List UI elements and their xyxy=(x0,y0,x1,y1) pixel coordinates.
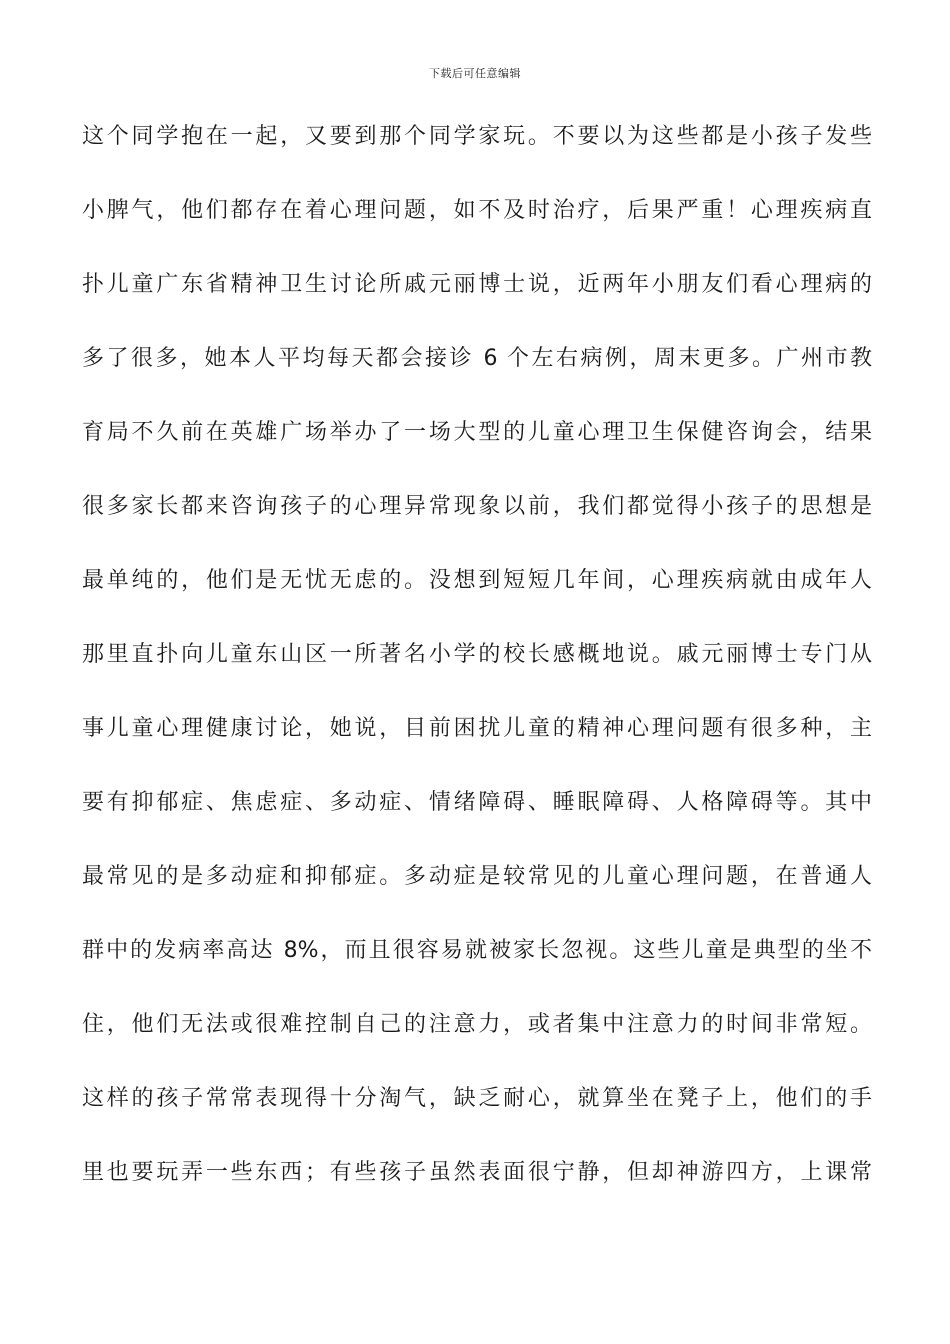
text-line: 事儿童心理健康讨论，她说，目前困扰儿童的精神心理问题有很多种，主 xyxy=(82,716,872,741)
text-line: 扑儿童广东省精神卫生讨论所戚元丽博士说，近两年小朋友们看心理病的 xyxy=(82,272,872,297)
text-line: 里也要玩弄一些东西；有些孩子虽然表面很宁静，但却神游四方，上课常 xyxy=(82,1160,872,1185)
page-header: 下载后可任意编辑 xyxy=(429,67,521,80)
text-line: 群中的发病率高达 8%，而且很容易就被家长忽视。这些儿童是典型的坐不 xyxy=(82,938,872,963)
text-line: 要有抑郁症、焦虑症、多动症、情绪障碍、睡眠障碍、人格障碍等。其中 xyxy=(82,790,872,815)
text-line: 这样的孩子常常表现得十分淘气，缺乏耐心，就算坐在凳子上，他们的手 xyxy=(82,1086,872,1111)
text-line: 小脾气，他们都存在着心理问题，如不及时治疗，后果严重！心理疾病直 xyxy=(82,198,872,223)
body-paragraph xyxy=(82,117,872,1227)
text-line: 最常见的是多动症和抑郁症。多动症是较常见的儿童心理问题，在普通人 xyxy=(82,864,872,889)
text-line: 最单纯的，他们是无忧无虑的。没想到短短几年间，心理疾病就由成年人 xyxy=(82,568,872,593)
text-line: 育局不久前在英雄广场举办了一场大型的儿童心理卫生保健咨询会，结果 xyxy=(82,420,872,445)
text-line: 住，他们无法或很难控制自己的注意力，或者集中注意力的时间非常短。 xyxy=(82,1012,872,1037)
text-line: 那里直扑向儿童东山区一所著名小学的校长感概地说。戚元丽博士专门从 xyxy=(82,642,872,667)
text-line: 多了很多，她本人平均每天都会接诊 6 个左右病例，周末更多。广州市教 xyxy=(82,346,872,371)
text-line: 很多家长都来咨询孩子的心理异常现象以前，我们都觉得小孩子的思想是 xyxy=(82,494,872,519)
text-line: 这个同学抱在一起，又要到那个同学家玩。不要以为这些都是小孩子发些 xyxy=(82,124,872,149)
